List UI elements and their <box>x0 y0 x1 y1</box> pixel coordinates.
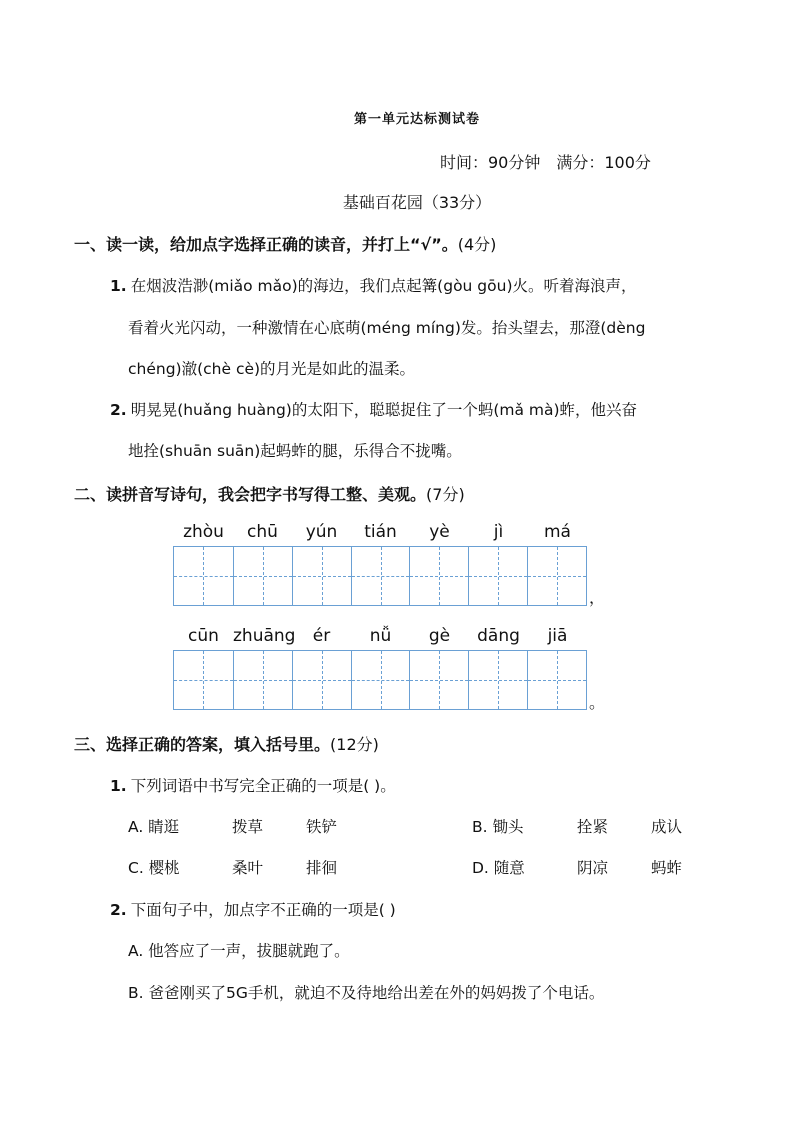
q1-item1-line1 <box>110 274 637 296</box>
q1-item1-number: 1. <box>110 277 127 295</box>
pinyin-syllable: dāng <box>477 626 520 646</box>
score-label: 满分：100分 <box>556 153 651 172</box>
writing-cell[interactable] <box>233 651 292 709</box>
q3-sub1-option-c-word3: 排徊 <box>306 859 338 877</box>
q3-sub1-option-b-word2: 拴紧 <box>577 818 609 836</box>
q2-writing-grid-2[interactable] <box>173 650 587 710</box>
pinyin-syllable: yún <box>305 522 338 542</box>
q1-item2-text1: 明晃晃(huǎng huàng)的太阳下，聪聪捉住了一个蚂(mǎ mà)蚱，他兴奋 <box>130 401 638 419</box>
q2-row2-punctuation: 。 <box>589 693 606 712</box>
q3-sub1-option-d-word1: D. 随意 <box>472 859 525 877</box>
pinyin-syllable: chū <box>247 522 278 542</box>
q2-pinyin-row-1 <box>174 522 588 542</box>
writing-cell[interactable] <box>292 547 351 605</box>
writing-cell[interactable] <box>174 651 233 709</box>
q2-pinyin-row-2 <box>174 626 588 646</box>
q3-sub1-option-b-word1: B. 锄头 <box>472 818 524 836</box>
q3-sub1-option-a-word1: A. 睛逛 <box>128 818 180 836</box>
q3-heading-text: 三、选择正确的答案，填入括号里。 <box>74 735 331 754</box>
q2-row1-punctuation: ， <box>589 588 606 607</box>
q3-sub1-option-a-word2: 拨草 <box>232 818 264 836</box>
q3-sub2-number: 2. <box>110 901 127 919</box>
q3-sub1-number: 1. <box>110 777 127 795</box>
writing-cell[interactable] <box>527 651 586 709</box>
pinyin-syllable: jiā <box>547 626 568 646</box>
q3-sub2-option-a: A. 他答应了一声，拔腿就跑了。 <box>128 942 350 960</box>
time-label: 时间：90分钟 <box>440 153 541 172</box>
writing-cell[interactable] <box>351 651 410 709</box>
q1-item1-line2: 看着火光闪动，一种激情在心底萌(méng míng)发。抬头望去，那澄(dèng <box>128 319 646 337</box>
q3-sub2 <box>110 898 396 920</box>
q1-item2-line2: 地拴(shuān suān)起蚂蚱的腿，乐得合不拢嘴。 <box>128 442 462 460</box>
pinyin-syllable: má <box>544 522 571 542</box>
q3-sub1-option-c-word2: 桑叶 <box>232 859 264 877</box>
pinyin-syllable: zhòu <box>183 522 224 542</box>
q3-sub1 <box>110 774 396 796</box>
pinyin-syllable: yè <box>429 522 450 542</box>
pinyin-syllable: nǚ <box>369 626 392 646</box>
pinyin-syllable: ér <box>312 626 331 646</box>
writing-cell[interactable] <box>233 547 292 605</box>
q3-sub1-option-b-word3: 成认 <box>651 818 683 836</box>
writing-cell[interactable] <box>468 547 527 605</box>
q1-item2-line1 <box>110 398 637 420</box>
q2-heading-text: 二、读拼音写诗句，我会把字书写得工整、美观。 <box>74 485 427 504</box>
q3-sub2-option-b: B. 爸爸刚买了5G手机，就迫不及待地给出差在外的妈妈拨了个电话。 <box>128 984 605 1002</box>
q3-heading <box>74 732 379 755</box>
writing-cell[interactable] <box>409 651 468 709</box>
writing-cell[interactable] <box>409 547 468 605</box>
q2-heading <box>74 482 465 505</box>
q1-points: (4分) <box>457 235 497 254</box>
exam-meta <box>440 150 667 173</box>
writing-cell[interactable] <box>351 547 410 605</box>
section-title: 基础百花园（33分） <box>342 193 492 212</box>
q3-points: (12分) <box>330 735 379 754</box>
q2-writing-grid-1[interactable] <box>173 546 587 606</box>
pinyin-syllable: jì <box>493 522 504 542</box>
q3-sub1-text: 下列词语中书写完全正确的一项是( )。 <box>130 777 396 795</box>
exam-title: 第一单元达标测试卷 <box>353 112 480 127</box>
q1-heading <box>74 232 496 255</box>
writing-cell[interactable] <box>174 547 233 605</box>
q1-item2-number: 2. <box>110 401 127 419</box>
pinyin-syllable: cūn <box>188 626 219 646</box>
pinyin-syllable: zhuāng <box>233 626 296 646</box>
q3-sub1-option-a-word3: 铁铲 <box>306 818 338 836</box>
q1-item1-text1: 在烟波浩渺(miǎo mǎo)的海边，我们点起篝(gòu gōu)火。听着海浪声， <box>130 277 637 295</box>
q1-item1-line3: chéng)澈(chè cè)的月光是如此的温柔。 <box>128 360 416 378</box>
pinyin-syllable: gè <box>428 626 451 646</box>
writing-cell[interactable] <box>527 547 586 605</box>
writing-cell[interactable] <box>292 651 351 709</box>
writing-cell[interactable] <box>468 651 527 709</box>
q1-heading-text: 一、读一读，给加点字选择正确的读音，并打上“√”。 <box>74 235 458 254</box>
q3-sub1-option-c-word1: C. 樱桃 <box>128 859 180 877</box>
q2-points: (7分) <box>426 485 465 504</box>
q3-sub1-option-d-word3: 蚂蚱 <box>651 859 683 877</box>
q3-sub2-text: 下面句子中，加点字不正确的一项是( ) <box>130 901 396 919</box>
pinyin-syllable: tián <box>364 522 397 542</box>
q3-sub1-option-d-word2: 阴凉 <box>577 859 609 877</box>
